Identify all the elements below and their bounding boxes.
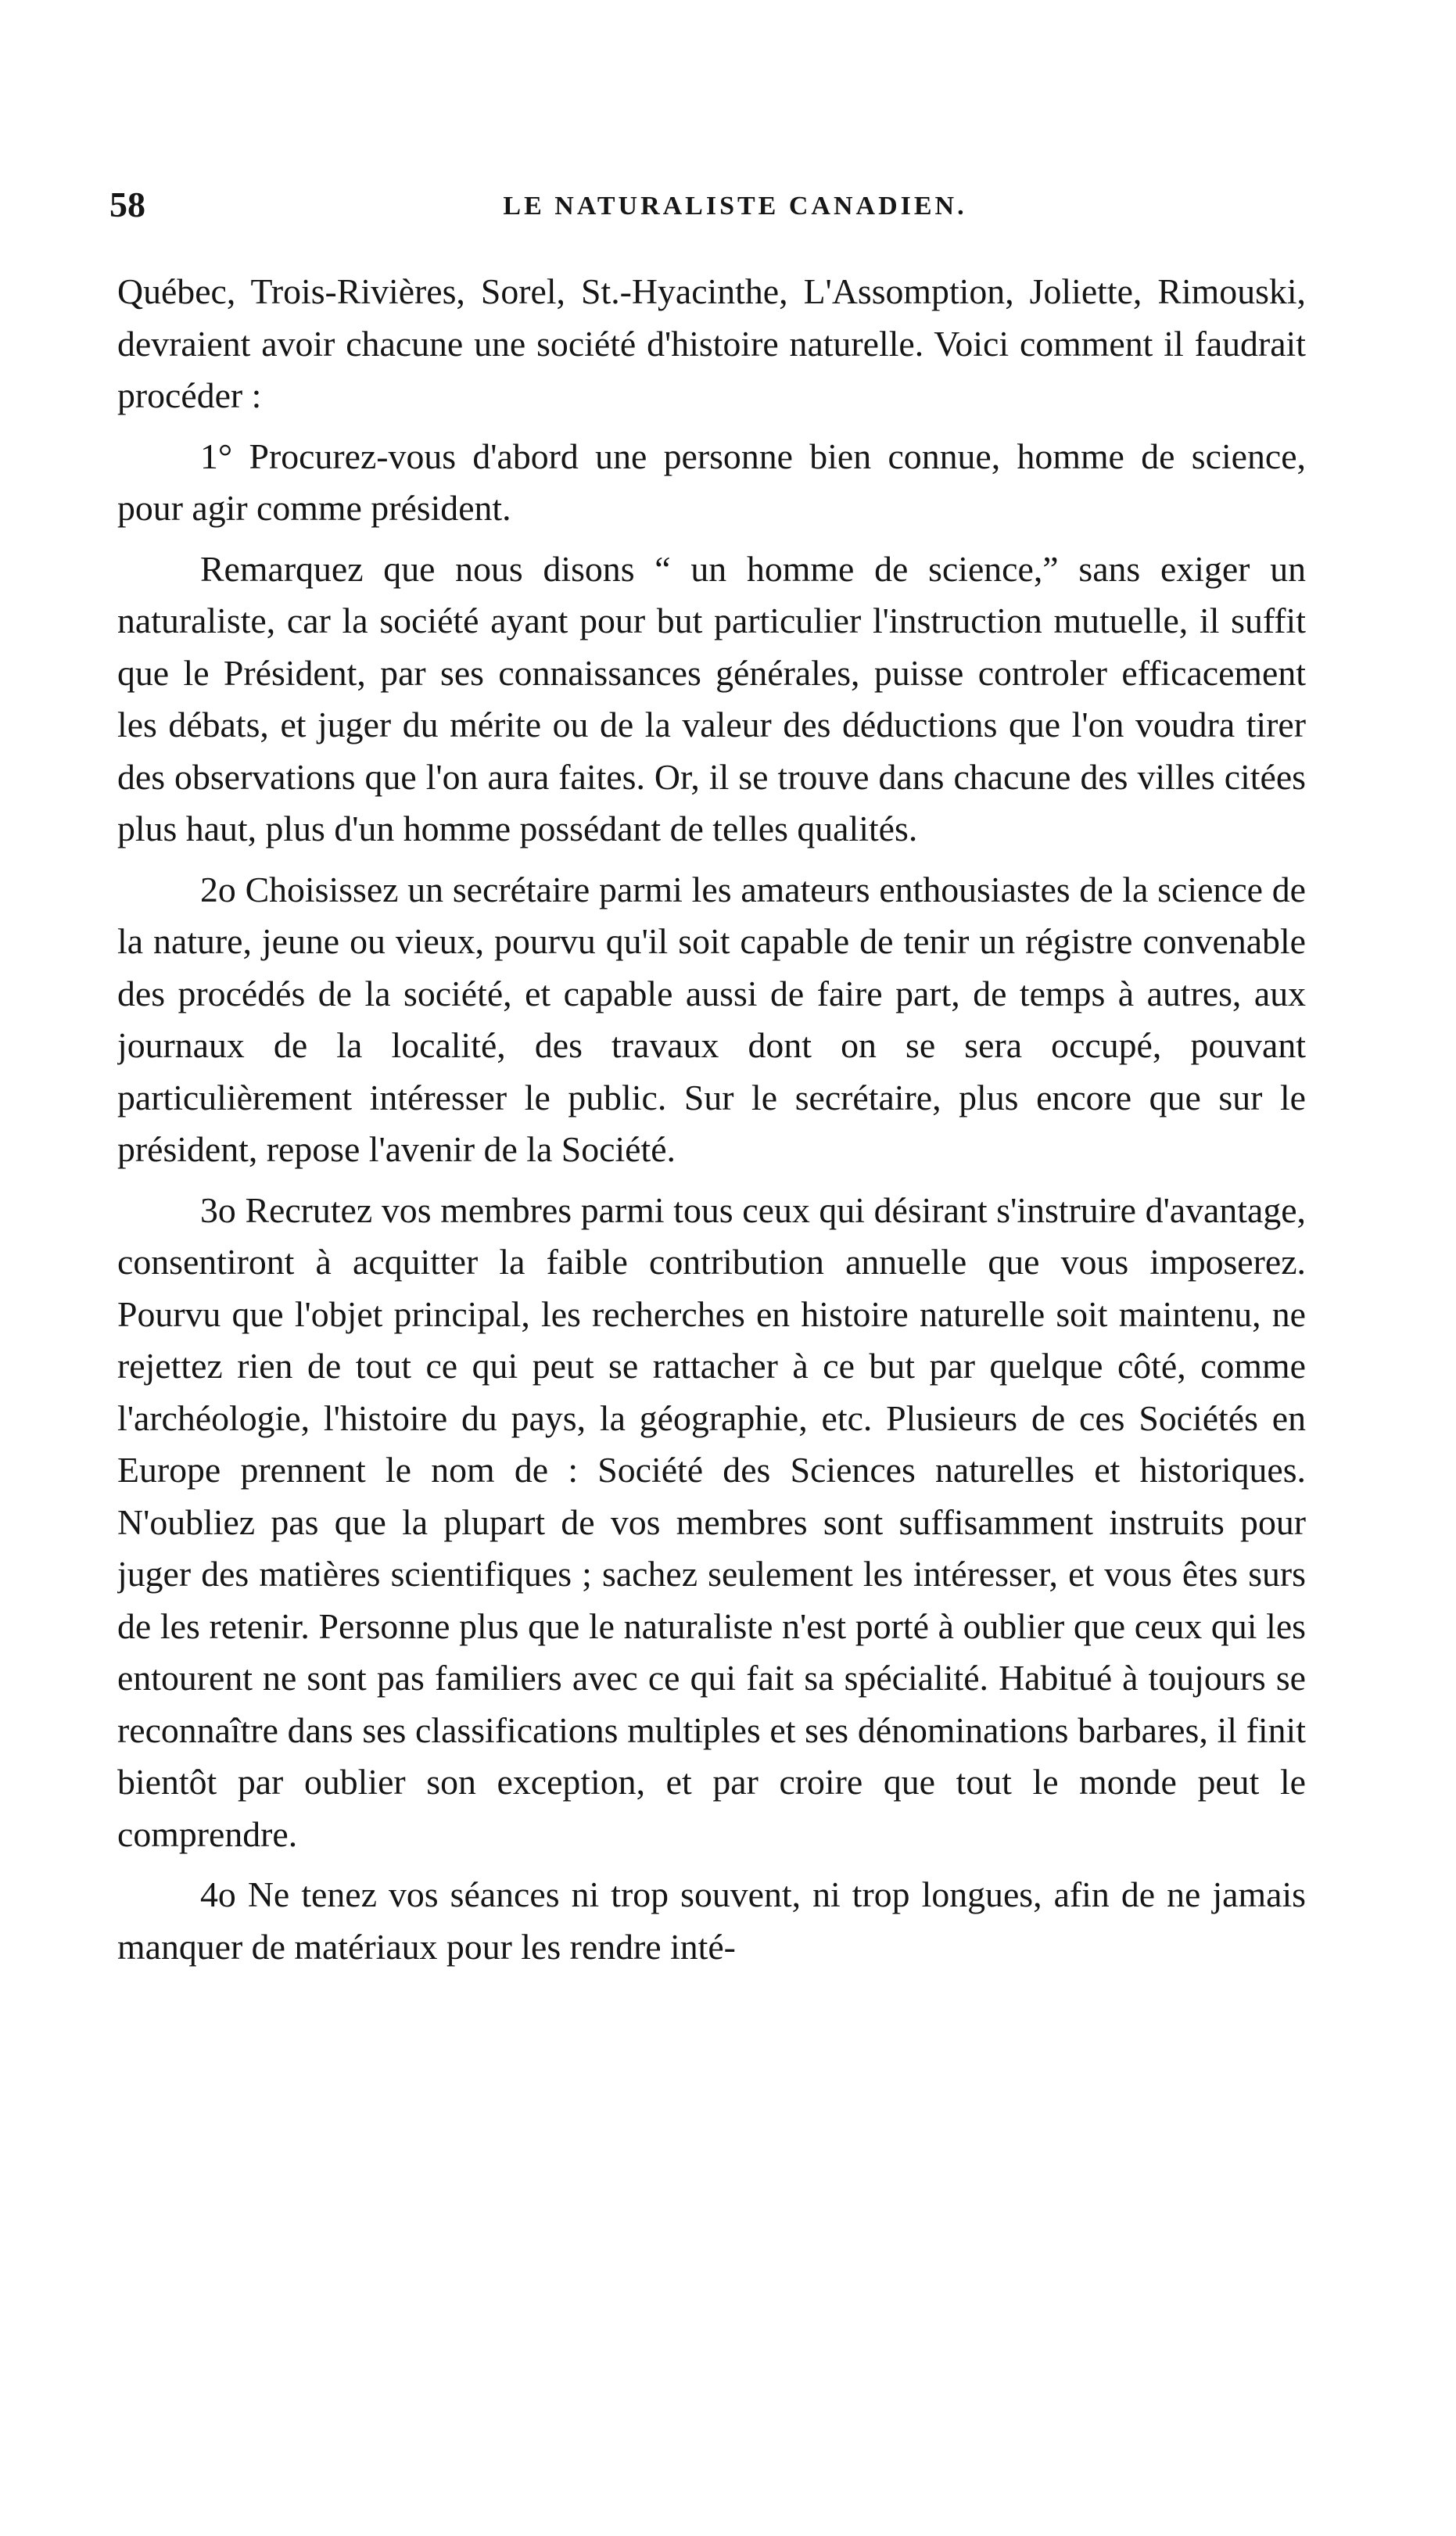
paragraph-point-3: 3o Recrutez vos membres parmi tous ceux qui désirant s'instruire d'avantage, consentiront à acquitter la faible contribution annuelle que vous imposerez. Pourvu que l'objet principal, les recherches en histoire naturelle soit maintenu, ne rejettez rien de tout ce qui peut se rattacher à ce but par quelque côté, comme l'archéologie, l'histoire du pays, la géographie, etc. Plusieurs de ces Sociétés en Europe prennent le nom de : Société des Sciences naturelles et historiques. N'oubliez pas que la plupart de vos membres sont suffisamment instruits pour juger des matières scientifiques ; sachez seulement les intéresser, et vous êtes surs de les retenir. Personne plus que le naturaliste n'est porté à oublier que ceux qui les entourent ne sont pas familiers avec ce qui fait sa spécialité. Habitué à toujours se reconnaître dans ses classifications multiples et ses dénominations barbares, il finit bientôt par oublier son exception, et par croire que tout le monde peut le comprendre.	[117, 1189, 1306, 1854]
page-header	[109, 181, 1314, 228]
paragraph-point-2: 2o Choisissez un secrétaire parmi les amateurs enthousiastes de la science de la nature, jeune ou vieux, pourvu qu'il soit capable de tenir un régistre convenable des procédés de la société, et capable aussi de faire part, de temps à autres, aux journaux de la localité, des travaux dont on se sera occupé, pouvant particulièrement intéresser le public. Sur le secrétaire, plus encore que sur le président, repose l'avenir de la Société.	[117, 869, 1306, 1169]
paragraph-remark: Remarquez que nous disons “ un homme de science,” sans exiger un naturaliste, car la société ayant pour but particulier l'instruction mutuelle, il suffit que le Président, par ses connaissances générales, puisse controler efficacement les débats, et juger du mérite ou de la valeur des déductions que l'on voudra tirer des observations que l'on aura faites. Or, il se trouve dans chacune des villes citées plus haut, plus d'un homme possédant de telles qualités.	[117, 548, 1306, 848]
running-title: LE NATURALISTE CANADIEN.	[503, 192, 967, 221]
page-number: 58	[109, 185, 145, 224]
paragraph-point-4: 4o Ne tenez vos séances ni trop souvent, ni trop longues, afin de ne jamais manquer de matériaux pour les rendre inté-	[117, 1874, 1306, 1967]
paragraph-point-1: 1° Procurez-vous d'abord une personne bien connue, homme de science, pour agir comme président.	[117, 436, 1306, 528]
page-body	[117, 266, 1306, 2471]
paragraph-continuation: Québec, Trois-Rivières, Sorel, St.-Hyacinthe, L'Assomption, Joliette, Rimouski, devraient avoir chacune une société d'histoire naturelle. Voici comment il faudrait procéder :	[117, 271, 1306, 415]
